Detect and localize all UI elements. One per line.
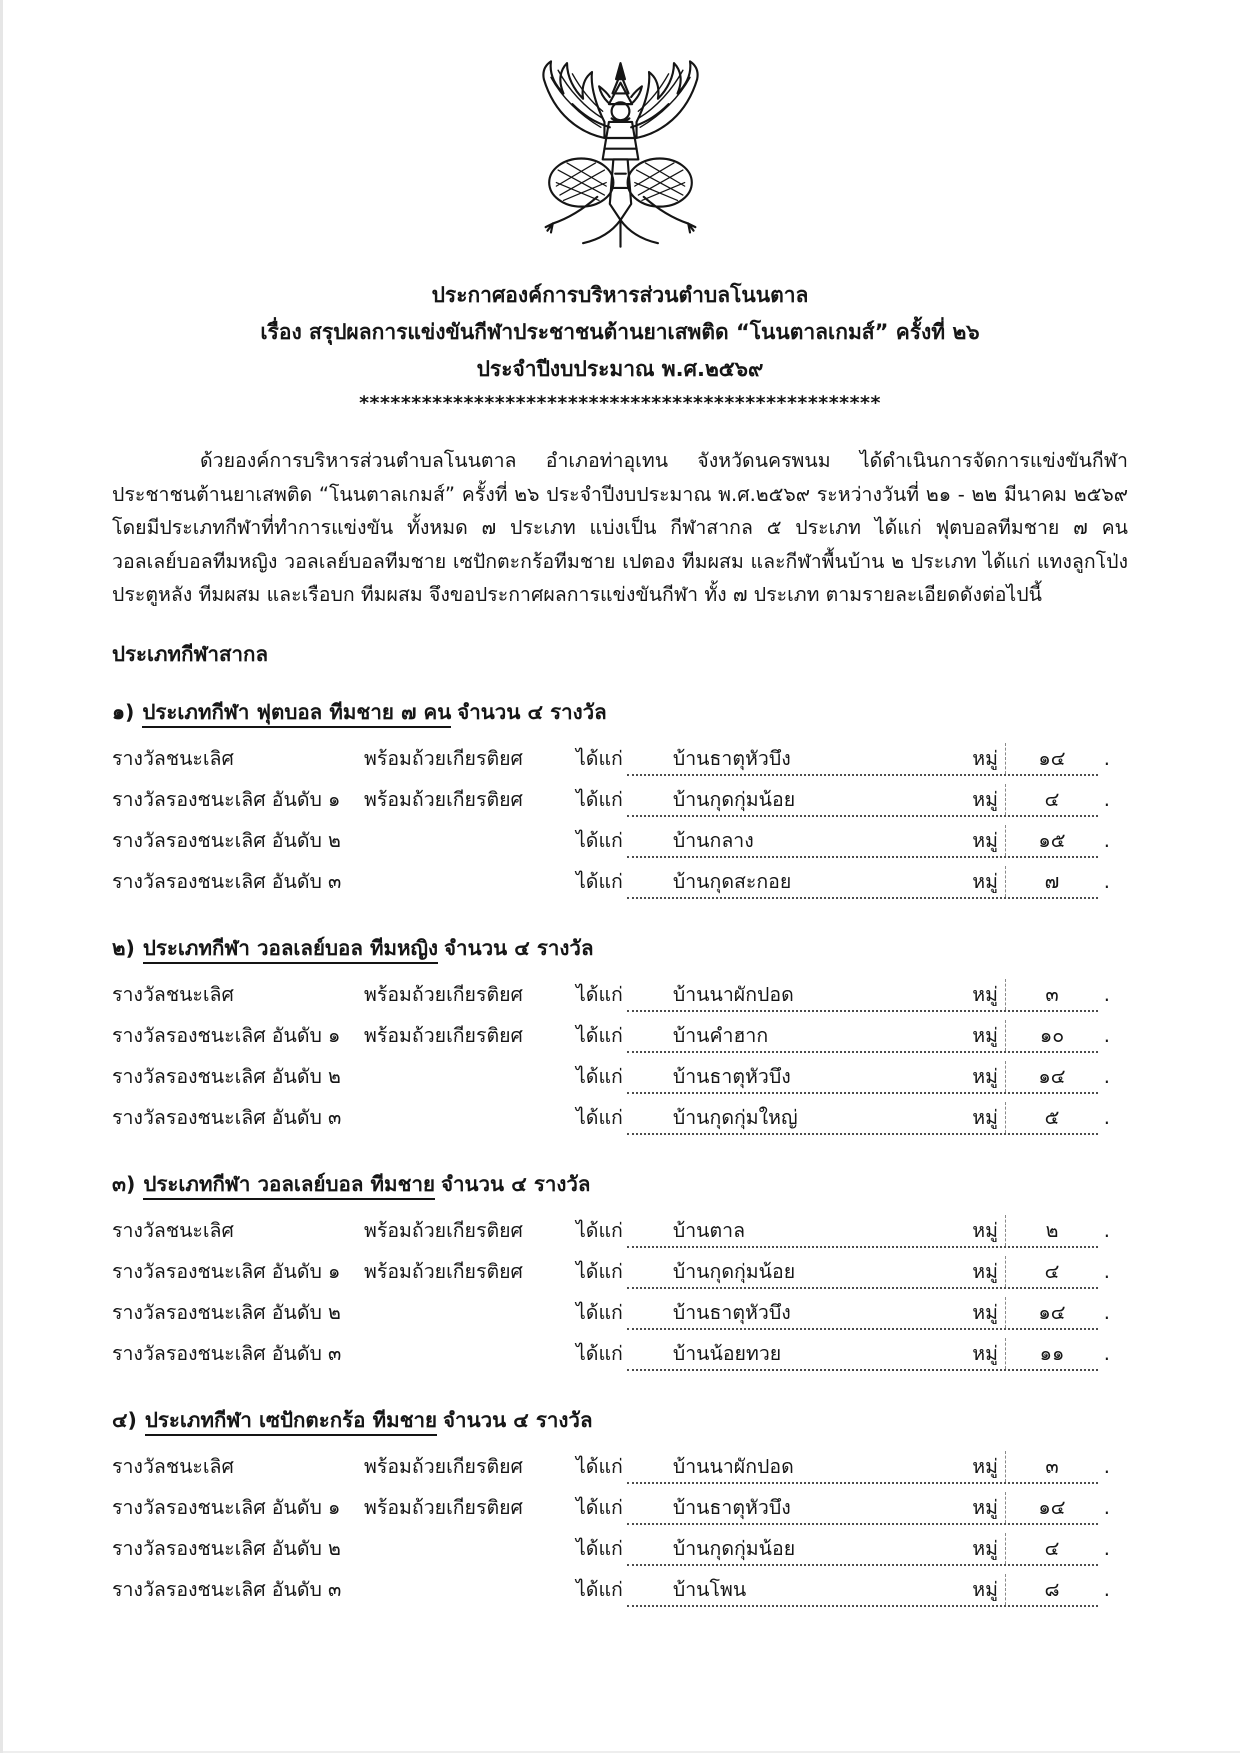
fill-in-dotted-line [627,1492,1098,1525]
fill-in-dotted-line [627,866,1098,899]
award-label: รางวัลรองชนะเลิศ อันดับ ๑ [112,1495,341,1519]
moo-label: หมู่ [972,1259,998,1283]
recipient-prefix-label: ได้แก่ [576,1218,623,1242]
fill-in-dotted-line [627,825,1098,858]
award-label: รางวัลรองชนะเลิศ อันดับ ๓ [112,1577,342,1601]
moo-number: ๔ [1044,1536,1060,1560]
moo-label: หมู่ [972,1577,998,1601]
award-label: รางวัลรองชนะเลิศ อันดับ ๓ [112,1105,342,1129]
award-rows [112,743,1128,907]
award-row [112,1533,1110,1574]
award-row [112,743,1110,784]
document-title-block [0,277,1240,418]
fill-in-dotted-line [627,1574,1098,1607]
village-name: บ้านกุดกุ่มใหญ่ [672,1105,798,1129]
line-end-period: . [1103,828,1110,852]
award-label: รางวัลรองชนะเลิศ อันดับ ๑ [112,1259,341,1283]
moo-number: ๑๔ [1038,1495,1066,1519]
award-label: รางวัลรองชนะเลิศ อันดับ ๑ [112,1023,341,1047]
section-number: ๒) [112,935,135,960]
moo-number: ๓ [1045,982,1059,1006]
section-title-rest: จำนวน ๔ รางวัล [457,699,607,724]
moo-number: ๑๕ [1038,828,1066,852]
section-title-underlined: ประเภทกีฬา วอลเลย์บอล ทีมหญิง [143,936,438,964]
moo-number: ๑๑ [1039,1341,1065,1365]
moo-label: หมู่ [972,1064,998,1088]
village-name: บ้านนาผักปอด [672,982,794,1006]
moo-number: ๒ [1045,1218,1059,1242]
award-rows [112,1451,1128,1615]
moo-number: ๓ [1045,1454,1059,1478]
village-name: บ้านธาตุหัวบึง [672,1064,791,1088]
award-label: รางวัลชนะเลิศ [112,746,234,770]
award-row [112,1492,1110,1533]
recipient-prefix-label: ได้แก่ [576,869,623,893]
award-label: รางวัลรองชนะเลิศ อันดับ ๓ [112,1341,342,1365]
section-number: ๑) [112,699,135,724]
fill-in-dotted-line [627,1215,1098,1248]
village-name: บ้านนาผักปอด [672,1454,794,1478]
section-heading [112,697,1128,727]
garuda-icon [503,56,738,261]
line-end-period: . [1103,746,1110,770]
recipient-prefix-label: ได้แก่ [576,828,623,852]
section-number: ๓) [112,1171,136,1196]
announcement-title: ประกาศองค์การบริหารส่วนตำบลโนนตาล [431,283,809,307]
award-row [112,1256,1110,1297]
section-heading [112,1405,1128,1435]
award-row [112,1574,1110,1615]
asterisk-divider: ************************************************** [359,392,881,414]
subject-line: เรื่อง สรุปผลการแข่งขันกีฬาประชาชนต้านยาเสพติด “โนนตาลเกมส์” ครั้งที่ ๒๖ [260,320,980,344]
moo-label: หมู่ [972,982,998,1006]
moo-label: หมู่ [972,746,998,770]
line-end-period: . [1103,982,1110,1006]
section-heading [112,933,1128,963]
fill-in-dotted-line [627,1451,1098,1484]
moo-label: หมู่ [972,1454,998,1478]
award-row [112,1102,1110,1143]
moo-label: หมู่ [972,1023,998,1047]
moo-number: ๔ [1044,1259,1060,1283]
fill-in-dotted-line [627,1061,1098,1094]
village-name: บ้านตาล [672,1218,746,1242]
section-title-underlined: ประเภทกีฬา ฟุตบอล ทีมชาย ๗ คน [142,700,451,728]
award-row [112,1020,1110,1061]
trophy-label: พร้อมถ้วยเกียรติยศ [364,1023,523,1047]
village-name: บ้านกุดกุ่มน้อย [672,787,796,811]
village-name: บ้านคำฮาก [672,1023,769,1047]
recipient-prefix-label: ได้แก่ [576,1300,623,1324]
sections-container [112,697,1128,1615]
award-label: รางวัลรองชนะเลิศ อันดับ ๓ [112,869,342,893]
line-end-period: . [1103,1064,1110,1088]
fill-in-dotted-line [627,1338,1098,1371]
award-row [112,979,1110,1020]
award-label: รางวัลรองชนะเลิศ อันดับ ๒ [112,1536,341,1560]
village-name: บ้านกุดสะกอย [672,869,792,893]
recipient-prefix-label: ได้แก่ [576,1064,623,1088]
award-label: รางวัลชนะเลิศ [112,982,234,1006]
award-row [112,825,1110,866]
moo-number: ๕ [1044,1105,1060,1129]
section-title-rest: จำนวน ๔ รางวัล [443,1407,593,1432]
section-title-underlined: ประเภทกีฬา เซปักตะกร้อ ทีมชาย [145,1408,437,1436]
trophy-label: พร้อมถ้วยเกียรติยศ [364,982,523,1006]
fill-in-dotted-line [627,784,1098,817]
intro-paragraph: ด้วยองค์การบริหารส่วนตำบลโนนตาล อำเภอท่าอุเทน จังหวัดนครพนม ได้ดำเนินการจัดการแข่งขันกีฬาประชาชนต้านยาเสพติด “โนนตาลเกมส์” ครั้งที่ ๒๖ ประจำปีงบประมาณ พ.ศ.๒๕๖๙ ระหว่างวันที่ ๒๑ - ๒๒ มีนาคม ๒๕๖๙ โดยมีประเภทกีฬาที่ทำการแข่งขัน ทั้งหมด ๗ ประเภท แบ่งเป็น กีฬาสากล ๕ ประเภท ได้แก่ ฟุตบอลทีมชาย ๗ คน วอลเลย์บอลทีมหญิง วอลเลย์บอลทีมชาย เซปักตะกร้อทีมชาย เปตอง ทีมผสม และกีฬาพื้นบ้าน ๒ ประเภท ได้แก่ แทงลูกโป่งประตูหลัง ทีมผสม และเรือบก ทีมผสม จึงขอประกาศผลการแข่งขันกีฬา ทั้ง ๗ ประเภท ตามรายละเอียดดังต่อไปนี้ [112,449,1128,606]
recipient-prefix-label: ได้แก่ [576,1536,623,1560]
trophy-label: พร้อมถ้วยเกียรติยศ [364,1495,523,1519]
line-end-period: . [1103,1259,1110,1283]
village-name: บ้านกุดกุ่มน้อย [672,1259,796,1283]
moo-label: หมู่ [972,1105,998,1129]
line-end-period: . [1103,1105,1110,1129]
moo-number: ๗ [1044,869,1060,893]
line-end-period: . [1103,1341,1110,1365]
village-name: บ้านกลาง [672,828,754,852]
section-title-underlined: ประเภทกีฬา วอลเลย์บอล ทีมชาย [143,1172,435,1200]
line-end-period: . [1103,1536,1110,1560]
award-row [112,1451,1110,1492]
award-label: รางวัลรองชนะเลิศ อันดับ ๒ [112,1064,341,1088]
recipient-prefix-label: ได้แก่ [576,1259,623,1283]
village-name: บ้านโพน [672,1577,747,1601]
award-label: รางวัลรองชนะเลิศ อันดับ ๒ [112,828,341,852]
sport-section [112,697,1128,907]
award-label: รางวัลชนะเลิศ [112,1218,234,1242]
award-row [112,1215,1110,1256]
village-name: บ้านน้อยทวย [672,1341,782,1365]
moo-label: หมู่ [972,787,998,811]
moo-number: ๑๔ [1038,1300,1066,1324]
moo-number: ๑๔ [1038,746,1066,770]
moo-label: หมู่ [972,1341,998,1365]
fiscal-year-line: ประจำปีงบประมาณ พ.ศ.๒๕๖๙ [476,357,764,381]
line-end-period: . [1103,1300,1110,1324]
line-end-period: . [1103,869,1110,893]
award-rows [112,979,1128,1143]
moo-label: หมู่ [972,828,998,852]
sport-section [112,933,1128,1143]
fill-in-dotted-line [627,979,1098,1012]
section-heading [112,1169,1128,1199]
village-name: บ้านธาตุหัวบึง [672,1300,791,1324]
trophy-label: พร้อมถ้วยเกียรติยศ [364,746,523,770]
recipient-prefix-label: ได้แก่ [576,787,623,811]
moo-number: ๑๔ [1038,1064,1066,1088]
fill-in-dotted-line [627,1256,1098,1289]
sport-section [112,1405,1128,1615]
trophy-label: พร้อมถ้วยเกียรติยศ [364,1259,523,1283]
trophy-label: พร้อมถ้วยเกียรติยศ [364,1218,523,1242]
award-rows [112,1215,1128,1379]
recipient-prefix-label: ได้แก่ [576,1023,623,1047]
award-label: รางวัลรองชนะเลิศ อันดับ ๒ [112,1300,341,1324]
fill-in-dotted-line [627,1020,1098,1053]
moo-label: หมู่ [972,1300,998,1324]
award-row [112,866,1110,907]
fill-in-dotted-line [627,1297,1098,1330]
village-name: บ้านธาตุหัวบึง [672,746,791,770]
fill-in-dotted-line [627,1102,1098,1135]
recipient-prefix-label: ได้แก่ [576,1341,623,1365]
recipient-prefix-label: ได้แก่ [576,1454,623,1478]
village-name: บ้านธาตุหัวบึง [672,1495,791,1519]
moo-number: ๔ [1044,787,1060,811]
section-title-rest: จำนวน ๔ รางวัล [444,935,594,960]
moo-number: ๘ [1044,1577,1060,1601]
recipient-prefix-label: ได้แก่ [576,1495,623,1519]
award-row [112,1061,1110,1102]
line-end-period: . [1103,787,1110,811]
recipient-prefix-label: ได้แก่ [576,1105,623,1129]
line-end-period: . [1103,1218,1110,1242]
section-title-rest: จำนวน ๔ รางวัล [441,1171,591,1196]
award-label: รางวัลชนะเลิศ [112,1454,234,1478]
trophy-label: พร้อมถ้วยเกียรติยศ [364,1454,523,1478]
village-name: บ้านกุดกุ่มน้อย [672,1536,796,1560]
award-row [112,1297,1110,1338]
fill-in-dotted-line [627,743,1098,776]
section-number: ๔) [112,1407,137,1432]
moo-number: ๑๐ [1039,1023,1065,1047]
recipient-prefix-label: ได้แก่ [576,1577,623,1601]
line-end-period: . [1103,1577,1110,1601]
award-row [112,1338,1110,1379]
recipient-prefix-label: ได้แก่ [576,982,623,1006]
category-heading: ประเภทกีฬาสากล [112,641,269,666]
recipient-prefix-label: ได้แก่ [576,746,623,770]
moo-label: หมู่ [972,1218,998,1242]
trophy-label: พร้อมถ้วยเกียรติยศ [364,787,523,811]
moo-label: หมู่ [972,1495,998,1519]
fill-in-dotted-line [627,1533,1098,1566]
sport-section [112,1169,1128,1379]
moo-label: หมู่ [972,869,998,893]
line-end-period: . [1103,1023,1110,1047]
line-end-period: . [1103,1495,1110,1519]
garuda-emblem [0,0,1240,261]
moo-label: หมู่ [972,1536,998,1560]
award-label: รางวัลรองชนะเลิศ อันดับ ๑ [112,787,341,811]
line-end-period: . [1103,1454,1110,1478]
award-row [112,784,1110,825]
